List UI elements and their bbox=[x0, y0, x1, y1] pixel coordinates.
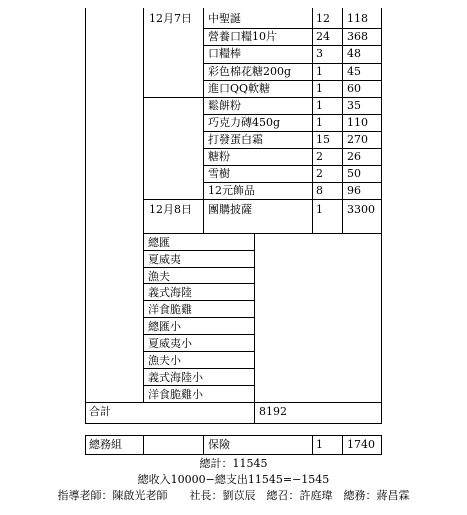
item-name: 保險 bbox=[208, 438, 230, 451]
item-price: 45 bbox=[347, 65, 361, 78]
table-border-bottom bbox=[85, 423, 382, 424]
item-price: 118 bbox=[347, 12, 368, 25]
list-item: 洋食脆雞小 bbox=[148, 388, 203, 401]
item-name: 營養口糧10片 bbox=[208, 30, 277, 43]
list-item: 總匯小 bbox=[148, 320, 181, 333]
item-qty: 1 bbox=[316, 203, 323, 216]
item-price: 26 bbox=[347, 150, 361, 163]
list-item: 夏威夷小 bbox=[148, 337, 192, 350]
total-row-top bbox=[85, 402, 382, 403]
date-cell: 12月7日 bbox=[149, 12, 192, 25]
names-col-border bbox=[254, 233, 255, 423]
item-qty: 1 bbox=[316, 82, 323, 95]
item-price: 60 bbox=[347, 82, 361, 95]
list-item: 義式海陸 bbox=[148, 286, 192, 299]
item-name: 糖粉 bbox=[208, 150, 230, 163]
grand-total: 總計：11545 bbox=[199, 457, 268, 470]
item-name: 中聖誕 bbox=[208, 12, 241, 25]
total-label: 合計 bbox=[89, 405, 111, 418]
item-qty: 8 bbox=[316, 184, 323, 197]
group-name: 總務組 bbox=[89, 438, 122, 451]
staff-line: 指導老師：陳啟光老師 社長：劉苡辰 總召：許庭瑋 總務：蔣昌霖 bbox=[57, 489, 410, 502]
item-price: 1740 bbox=[347, 438, 375, 451]
date-col-border bbox=[143, 8, 144, 402]
item-price: 96 bbox=[347, 184, 361, 197]
item-name: 12元飾品 bbox=[208, 184, 255, 197]
item-name: 巧克力磚450g bbox=[208, 116, 281, 129]
balance-line: 總收入10000−總支出11545=−1545 bbox=[137, 473, 330, 486]
item-price: 50 bbox=[347, 167, 361, 180]
table-border-left bbox=[85, 8, 86, 423]
list-item: 總匯 bbox=[148, 236, 170, 249]
item-qty: 3 bbox=[316, 47, 323, 60]
table-border-right bbox=[381, 8, 382, 423]
item-qty: 12 bbox=[316, 12, 330, 25]
item-name: 雪樹 bbox=[208, 167, 230, 180]
item-price: 35 bbox=[347, 99, 361, 112]
item-name: 團購披薩 bbox=[208, 203, 252, 216]
item-qty: 15 bbox=[316, 133, 330, 146]
item-price: 270 bbox=[347, 133, 368, 146]
item-price: 368 bbox=[347, 30, 368, 43]
item-price: 110 bbox=[347, 116, 368, 129]
item-name: 打發蛋白霜 bbox=[208, 133, 263, 146]
item-qty: 1 bbox=[316, 438, 323, 451]
list-item: 義式海陸小 bbox=[148, 371, 203, 384]
item-qty: 2 bbox=[316, 150, 323, 163]
item-qty: 24 bbox=[316, 30, 330, 43]
total-value: 8192 bbox=[259, 405, 287, 418]
item-name: 彩色棉花糖200g bbox=[208, 65, 292, 78]
item-name: 進口QQ軟糖 bbox=[208, 82, 271, 95]
list-item: 漁夫小 bbox=[148, 354, 181, 367]
item-qty: 1 bbox=[316, 116, 323, 129]
item-qty: 1 bbox=[316, 99, 323, 112]
item-qty: 1 bbox=[316, 65, 323, 78]
item-price: 3300 bbox=[347, 203, 375, 216]
date-cell: 12月8日 bbox=[149, 203, 192, 216]
item-name: 鬆餅粉 bbox=[208, 99, 241, 112]
list-item: 洋食脆雞 bbox=[148, 303, 192, 316]
list-item: 漁夫 bbox=[148, 270, 170, 283]
list-item: 夏威夷 bbox=[148, 253, 181, 266]
item-price: 48 bbox=[347, 47, 361, 60]
item-name: 口糧棒 bbox=[208, 47, 241, 60]
item-qty: 2 bbox=[316, 167, 323, 180]
